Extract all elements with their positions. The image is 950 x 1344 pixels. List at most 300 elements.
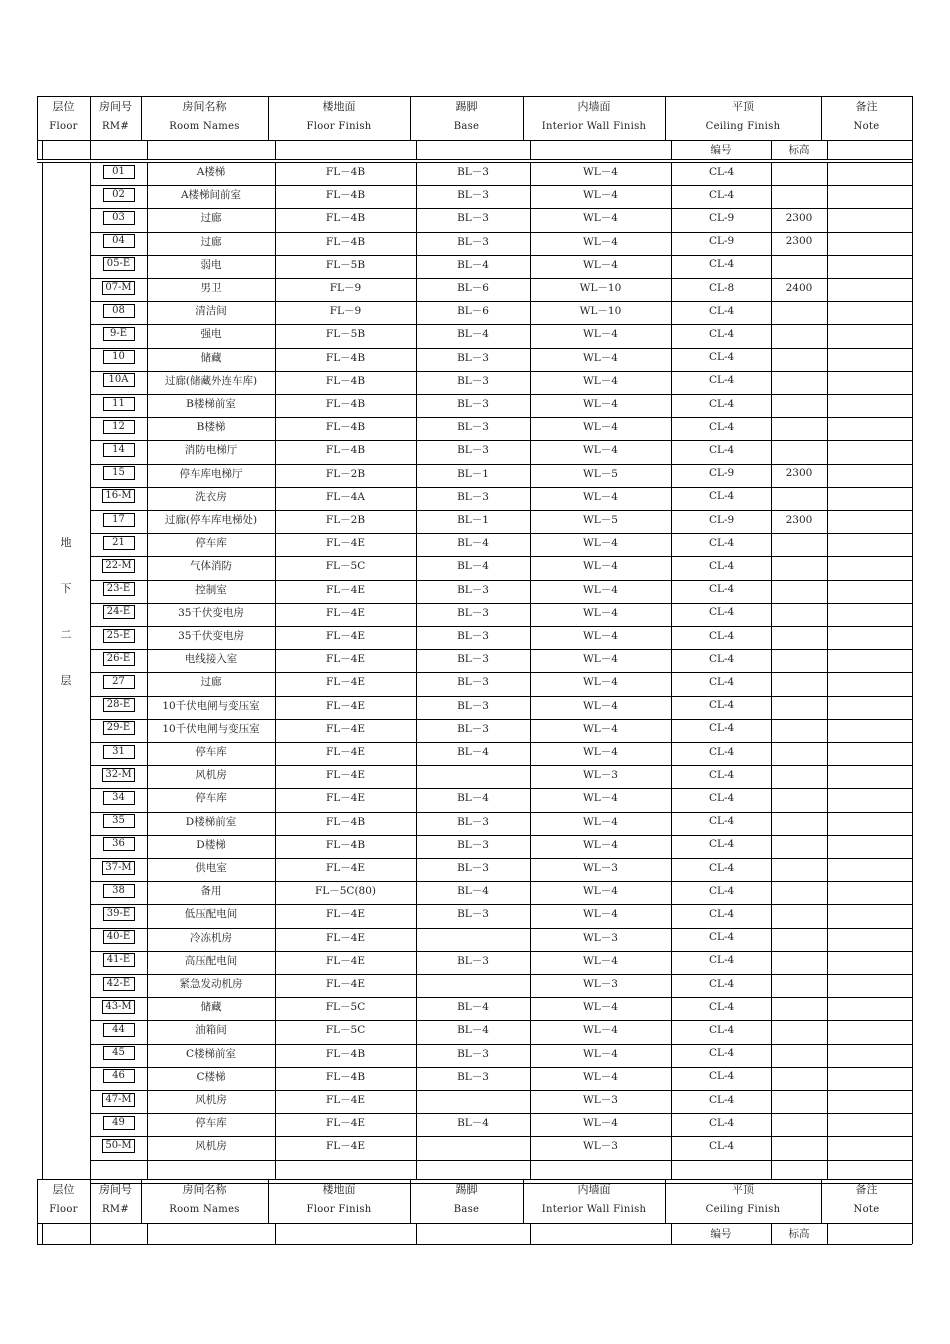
room-name-cell: 控制室 (195, 583, 227, 596)
row-border (90, 1160, 912, 1161)
base-finish-cell: BL－6 (457, 282, 489, 295)
ceiling-height-cell: 2300 (785, 513, 813, 526)
room-name-cell: 35千伏变电房 (178, 606, 244, 619)
wall-finish-cell: WL－3 (583, 931, 618, 944)
wall-finish-cell: WL－3 (583, 1140, 618, 1153)
base-finish-cell: BL－3 (457, 351, 489, 364)
base-finish-cell: BL－4 (457, 537, 489, 550)
wall-finish-cell: WL－4 (583, 1024, 618, 1037)
room-number-cell (90, 625, 147, 646)
header-ceiling-finish-en-label: Ceiling Finish (705, 121, 781, 132)
ceiling-height-cell (771, 950, 827, 971)
room-name-cell: 10千伏电闸与变压室 (162, 722, 260, 735)
ceiling-code-cell: CL-4 (709, 304, 735, 317)
bottom-header-room-name (141, 1180, 268, 1220)
room-number-cell (90, 439, 147, 460)
ceiling-code-cell: CL-4 (709, 351, 735, 364)
top-sub-col-border (147, 140, 148, 159)
ceiling-code-cell: CL-4 (709, 258, 735, 271)
ceiling-height-cell (771, 764, 827, 785)
bottom-sub-col-border (827, 1223, 828, 1244)
header-note-cn-label: 备注 (855, 1183, 878, 1196)
bottom-sub-col-border (90, 1223, 91, 1244)
ceiling-height-cell (771, 1043, 827, 1064)
room-number-box: 47-M (102, 1093, 134, 1107)
wall-finish-cell: WL－4 (583, 699, 618, 712)
base-finish-cell: BL－3 (457, 606, 489, 619)
room-number-box: 38 (103, 884, 135, 898)
top-sub-col-border (275, 140, 276, 159)
base-finish-cell: BL－3 (457, 676, 489, 689)
room-name-cell: 供电室 (195, 862, 227, 875)
room-number-cell (90, 1135, 147, 1156)
room-name-cell: 风机房 (195, 1140, 227, 1153)
ceiling-height-cell (771, 671, 827, 692)
room-name-cell: 10千伏电闸与变压室 (162, 699, 260, 712)
wall-finish-cell: WL－10 (579, 305, 622, 318)
base-finish-cell: BL－4 (457, 746, 489, 759)
ceiling-height-cell (771, 347, 827, 368)
top-header-floor-finish (268, 97, 410, 137)
header-floor-en-label: Floor (49, 121, 78, 132)
ceiling-code-cell: CL-4 (709, 1023, 735, 1036)
room-number-cell (90, 463, 147, 484)
ceiling-height-cell (771, 439, 827, 460)
header-room-number-en-label: RM# (101, 121, 130, 132)
wall-finish-cell: WL－4 (583, 351, 618, 364)
bottom-sub-col-border (275, 1223, 276, 1244)
wall-finish-cell: WL－4 (583, 398, 618, 411)
room-name-cell: 清洁间 (195, 305, 227, 318)
ceiling-code-cell: CL-4 (709, 884, 735, 897)
floor-label-char: 层 (60, 674, 72, 687)
wall-finish-cell: WL－3 (583, 978, 618, 991)
room-name-cell: 备用 (200, 885, 222, 898)
room-number-box: 36 (103, 837, 135, 851)
room-number-box: 43-M (102, 1000, 134, 1014)
header-room-name-en-label: Room Names (169, 121, 240, 132)
ceiling-height-cell (771, 555, 827, 576)
base-finish-cell: BL－6 (457, 305, 489, 318)
room-number-cell (90, 1043, 147, 1064)
ceiling-height-cell (771, 718, 827, 739)
base-finish-cell: BL－1 (457, 467, 489, 480)
ceiling-height-cell: 2300 (785, 211, 813, 224)
room-number-cell (90, 602, 147, 623)
wall-finish-cell: WL－4 (583, 189, 618, 202)
room-number-cell (90, 927, 147, 948)
floor-label-char: 地 (60, 536, 72, 549)
ceiling-height-cell (771, 486, 827, 507)
floor-finish-cell: FL－4E (325, 537, 366, 550)
floor-finish-cell: FL－4B (325, 421, 366, 434)
floor-finish-cell: FL－4B (325, 189, 366, 202)
header-wall-finish-cn-label: 内墙面 (577, 1183, 611, 1196)
wall-finish-cell: WL－4 (583, 258, 618, 271)
room-number-cell (90, 903, 147, 924)
ceiling-code-cell: CL-4 (709, 1047, 735, 1060)
header-floor-finish-cn-label: 楼地面 (322, 100, 356, 113)
room-number-cell (90, 1066, 147, 1087)
room-number-cell (90, 950, 147, 971)
floor-finish-cell: FL－4E (325, 630, 366, 643)
ceiling-code-cell: CL-4 (709, 165, 735, 178)
bottom-header-note (821, 1180, 912, 1220)
room-number-cell (90, 184, 147, 205)
ceiling-height-cell (771, 370, 827, 391)
wall-finish-cell: WL－4 (583, 838, 618, 851)
ceiling-code-cell: CL-4 (709, 490, 735, 503)
floor-finish-cell: FL－4E (325, 908, 366, 921)
wall-finish-cell: WL－4 (583, 328, 618, 341)
room-number-cell (90, 579, 147, 600)
header-base-en-label: Base (453, 121, 480, 132)
floor-finish-cell: FL－4E (325, 583, 366, 596)
top-sub-col-border (530, 140, 531, 159)
room-name-cell: 紧急发动机房 (179, 978, 243, 991)
ceiling-code-cell: CL-4 (709, 907, 735, 920)
header-base-cn-label: 踢脚 (455, 100, 478, 113)
base-finish-cell: BL－3 (457, 166, 489, 179)
base-finish-cell: BL－3 (457, 421, 489, 434)
bottom-left-border (37, 1223, 38, 1244)
floor-finish-cell: FL－4B (325, 351, 366, 364)
floor-finish-cell: FL－9 (329, 282, 362, 295)
wall-finish-cell: WL－4 (583, 421, 618, 434)
room-number-cell (90, 486, 147, 507)
base-finish-cell: BL－3 (457, 815, 489, 828)
ceiling-code-cell: CL-9 (709, 513, 735, 526)
header-room-name-cn-label: 房间名称 (182, 100, 227, 113)
room-number-box: 26-E (103, 652, 135, 666)
bottom-header-floor (37, 1180, 90, 1220)
room-name-cell: 储藏 (200, 351, 222, 364)
room-number-cell (90, 695, 147, 716)
floor-finish-cell: FL－4B (325, 444, 366, 457)
ceiling-height-cell (771, 1066, 827, 1087)
top-ceiling-code-label: 编号 (710, 144, 732, 156)
room-number-cell (90, 323, 147, 344)
base-finish-cell (416, 1089, 530, 1110)
floor-finish-cell: FL－5B (325, 328, 366, 341)
wall-finish-cell: WL－4 (583, 444, 618, 457)
top-sub-col-border (42, 140, 43, 159)
wall-finish-cell: WL－4 (583, 560, 618, 573)
wall-finish-cell: WL－4 (583, 653, 618, 666)
top-sub-col-border (827, 140, 828, 159)
ceiling-code-cell: CL-4 (709, 1139, 735, 1152)
wall-finish-cell: WL－4 (583, 1117, 618, 1130)
base-finish-cell: BL－3 (457, 653, 489, 666)
room-number-cell (90, 996, 147, 1017)
wall-finish-cell: WL－4 (583, 1047, 618, 1060)
ceiling-height-cell (771, 648, 827, 669)
header-floor-cn-label: 层位 (52, 100, 75, 113)
wall-finish-cell: WL－4 (583, 954, 618, 967)
ceiling-height-cell: 2300 (785, 235, 813, 248)
room-number-box: 9-E (103, 327, 135, 341)
ceiling-code-cell: CL-4 (709, 815, 735, 828)
bottom-sub-col-border (42, 1223, 43, 1244)
room-number-box: 04 (103, 234, 135, 248)
room-name-cell: 过廊(停车库电梯处) (164, 514, 258, 527)
floor-finish-cell: FL－4B (325, 398, 366, 411)
top-sub-col-border (416, 140, 417, 159)
top-header-room-number (90, 97, 141, 137)
ceiling-height-cell (771, 1019, 827, 1040)
room-number-box: 24-E (103, 605, 135, 619)
room-name-cell: 男卫 (200, 282, 222, 295)
room-name-cell: 过廊 (200, 212, 222, 225)
base-finish-cell: BL－3 (457, 722, 489, 735)
room-name-cell: 油箱间 (195, 1024, 227, 1037)
top-ceiling-height-label: 标高 (788, 144, 810, 156)
ceiling-code-cell: CL-4 (709, 1000, 735, 1013)
room-number-box: 50-M (102, 1139, 134, 1153)
ceiling-height-cell (771, 1089, 827, 1110)
bottom-header-room-number (90, 1180, 141, 1220)
room-name-cell: 过廊(储藏外连车库) (164, 374, 258, 387)
ceiling-height-cell: 2400 (785, 281, 813, 294)
room-name-cell: B楼梯 (196, 421, 226, 434)
room-number-box: 27 (103, 675, 135, 689)
header-ceiling-finish-en-label: Ceiling Finish (705, 1204, 781, 1215)
room-number-box: 42-E (103, 977, 135, 991)
room-number-cell (90, 300, 147, 321)
header-base-cn-label: 踢脚 (455, 1183, 478, 1196)
base-finish-cell: BL－1 (457, 514, 489, 527)
base-finish-cell (416, 1135, 530, 1156)
wall-finish-cell: WL－4 (583, 537, 618, 550)
floor-finish-cell: FL－4B (325, 235, 366, 248)
floor-finish-cell: FL－4E (325, 978, 366, 991)
room-number-box: 07-M (102, 281, 134, 295)
wall-finish-cell: WL－4 (583, 722, 618, 735)
room-number-box: 23-E (103, 582, 135, 596)
room-number-box: 32-M (102, 768, 134, 782)
base-finish-cell (416, 764, 530, 785)
floor-finish-cell: FL－5C (325, 1024, 366, 1037)
wall-finish-cell: WL－4 (583, 815, 618, 828)
right-border (912, 96, 913, 1244)
room-number-cell (90, 277, 147, 298)
wall-finish-cell: WL－4 (583, 166, 618, 179)
room-number-cell (90, 207, 147, 228)
ceiling-code-cell: CL-4 (709, 675, 735, 688)
room-name-cell: D楼梯 (196, 838, 226, 851)
ceiling-code-cell: CL-4 (709, 699, 735, 712)
ceiling-height-cell: 2300 (785, 467, 813, 480)
room-name-cell: 冷冻机房 (190, 931, 232, 944)
floor-finish-cell: FL－4B (325, 1047, 366, 1060)
wall-finish-cell: WL－3 (583, 1094, 618, 1107)
top-header-note (821, 97, 912, 137)
base-finish-cell: BL－3 (457, 699, 489, 712)
base-finish-cell: BL－4 (457, 328, 489, 341)
room-number-cell (90, 764, 147, 785)
base-finish-cell: BL－3 (457, 630, 489, 643)
room-name-cell: 储藏 (200, 1001, 222, 1014)
base-finish-cell: BL－3 (457, 838, 489, 851)
room-number-cell (90, 741, 147, 762)
ceiling-code-cell: CL-4 (709, 768, 735, 781)
room-name-cell: 停车库 (195, 1117, 227, 1130)
header-ceiling-finish-cn-label: 平顶 (732, 100, 754, 113)
base-finish-cell: BL－3 (457, 212, 489, 225)
room-number-box: 16-M (102, 489, 134, 503)
room-name-cell: C楼梯 (196, 1070, 226, 1083)
room-number-box: 22-M (102, 559, 134, 573)
base-finish-cell: BL－3 (457, 908, 489, 921)
floor-finish-cell: FL－2B (325, 514, 366, 527)
room-name-cell: C楼梯前室 (185, 1047, 237, 1060)
floor-finish-cell: FL－4E (325, 862, 366, 875)
floor-finish-cell: FL－5C(80) (314, 885, 377, 898)
room-number-cell (90, 1089, 147, 1110)
ceiling-code-cell: CL-4 (709, 327, 735, 340)
wall-finish-cell: WL－4 (583, 908, 618, 921)
wall-finish-cell: WL－4 (583, 746, 618, 759)
base-finish-cell: BL－4 (457, 1001, 489, 1014)
wall-finish-cell: WL－4 (583, 792, 618, 805)
header-room-number-cn-label: 房间号 (99, 100, 132, 113)
floor-finish-cell: FL－4E (325, 1094, 366, 1107)
ceiling-height-cell (771, 695, 827, 716)
room-number-box: 10A (103, 373, 135, 387)
bottom-header-ceiling-finish (665, 1180, 821, 1220)
room-number-cell (90, 787, 147, 808)
ceiling-code-cell: CL-4 (709, 1116, 735, 1129)
bottom-header-wall-finish (523, 1180, 665, 1220)
header-room-name-en-label: Room Names (169, 1204, 240, 1215)
room-number-cell (90, 648, 147, 669)
room-number-cell (90, 532, 147, 553)
base-finish-cell: BL－4 (457, 885, 489, 898)
room-number-box: 44 (103, 1023, 135, 1037)
ceiling-height-cell (771, 625, 827, 646)
ceiling-code-cell: CL-4 (709, 536, 735, 549)
ceiling-height-cell (771, 254, 827, 275)
room-number-box: 14 (103, 443, 135, 457)
base-finish-cell: BL－4 (457, 258, 489, 271)
ceiling-code-cell: CL-4 (709, 188, 735, 201)
header-wall-finish-en-label: Interior Wall Finish (541, 1204, 647, 1215)
floor-finish-cell: FL－9 (329, 305, 362, 318)
floor-finish-cell: FL－4B (325, 212, 366, 225)
floor-finish-cell: FL－5B (325, 258, 366, 271)
floor-finish-cell: FL－5C (325, 560, 366, 573)
room-name-cell: B楼梯前室 (186, 398, 236, 411)
room-number-cell (90, 1019, 147, 1040)
wall-finish-cell: WL－5 (583, 514, 618, 527)
top-left-border (37, 140, 38, 159)
room-name-cell: 35千伏变电房 (178, 630, 244, 643)
floor-finish-cell: FL－4A (325, 490, 366, 503)
room-name-cell: 过廊 (200, 676, 222, 689)
room-number-box: 49 (103, 1116, 135, 1130)
bottom-ceiling-height-label: 标高 (788, 1228, 810, 1240)
header-floor-en-label: Floor (49, 1204, 78, 1215)
room-name-cell: A楼梯间前室 (180, 189, 242, 202)
room-name-cell: 强电 (200, 328, 222, 341)
ceiling-height-cell (771, 834, 827, 855)
room-number-box: 02 (103, 188, 135, 202)
room-number-box: 40-E (103, 930, 135, 944)
room-name-cell: 低压配电间 (184, 908, 238, 921)
room-number-box: 31 (103, 745, 135, 759)
floor-finish-cell: FL－4E (325, 954, 366, 967)
ceiling-height-cell (771, 184, 827, 205)
ceiling-code-cell: CL-4 (709, 397, 735, 410)
ceiling-code-cell: CL-4 (709, 629, 735, 642)
bottom-header-floor-finish (268, 1180, 410, 1220)
ceiling-code-cell: CL-4 (709, 559, 735, 572)
ceiling-code-cell: CL-9 (709, 467, 735, 480)
row-border (90, 1183, 912, 1184)
floor-finish-cell: FL－4E (325, 792, 366, 805)
ceiling-height-cell (771, 996, 827, 1017)
room-number-cell (90, 671, 147, 692)
ceiling-code-cell: CL-4 (709, 954, 735, 967)
ceiling-height-cell (771, 857, 827, 878)
room-number-box: 05-E (103, 257, 135, 271)
floor-finish-cell: FL－2B (325, 467, 366, 480)
header-floor-finish-en-label: Floor Finish (306, 121, 372, 132)
room-number-cell (90, 1112, 147, 1133)
ceiling-height-cell (771, 927, 827, 948)
base-finish-cell: BL－3 (457, 189, 489, 202)
room-number-box: 34 (103, 791, 135, 805)
wall-finish-cell: WL－4 (583, 490, 618, 503)
ceiling-height-cell (771, 1135, 827, 1156)
room-name-cell: 消防电梯厅 (184, 444, 238, 457)
room-name-cell: 过廊 (200, 235, 222, 248)
room-name-cell: 停车库 (195, 746, 227, 759)
top-header-wall-finish (523, 97, 665, 137)
room-name-cell: 停车库 (195, 537, 227, 550)
header-ceiling-finish-cn-label: 平顶 (732, 1183, 754, 1196)
floor-finish-cell: FL－4E (325, 699, 366, 712)
floor-finish-cell: FL－4E (325, 606, 366, 619)
top-header-base (410, 97, 523, 137)
bottom-sub-col-border (416, 1223, 417, 1244)
header-note-cn-label: 备注 (855, 100, 878, 113)
top-header-ceiling-finish (665, 97, 821, 137)
bottom-ceiling-code-label: 编号 (710, 1228, 732, 1240)
ceiling-height-cell (771, 973, 827, 994)
floor-finish-cell: FL－4E (325, 653, 366, 666)
ceiling-code-cell: CL-9 (709, 235, 735, 248)
base-finish-cell: BL－3 (457, 1047, 489, 1060)
room-name-cell: D楼梯前室 (185, 815, 237, 828)
room-number-box: 10 (103, 350, 135, 364)
room-number-cell (90, 254, 147, 275)
room-number-cell (90, 393, 147, 414)
room-number-box: 11 (103, 397, 135, 411)
base-finish-cell: BL－3 (457, 444, 489, 457)
room-number-cell (90, 231, 147, 252)
ceiling-height-cell (771, 880, 827, 901)
room-number-box: 12 (103, 420, 135, 434)
room-number-cell (90, 973, 147, 994)
header-floor-finish-cn-label: 楼地面 (322, 1183, 356, 1196)
top-header-floor (37, 97, 90, 137)
wall-finish-cell: WL－10 (579, 282, 622, 295)
ceiling-height-cell (771, 393, 827, 414)
ceiling-height-cell (771, 811, 827, 832)
room-number-box: 17 (103, 513, 135, 527)
ceiling-code-cell: CL-4 (709, 861, 735, 874)
